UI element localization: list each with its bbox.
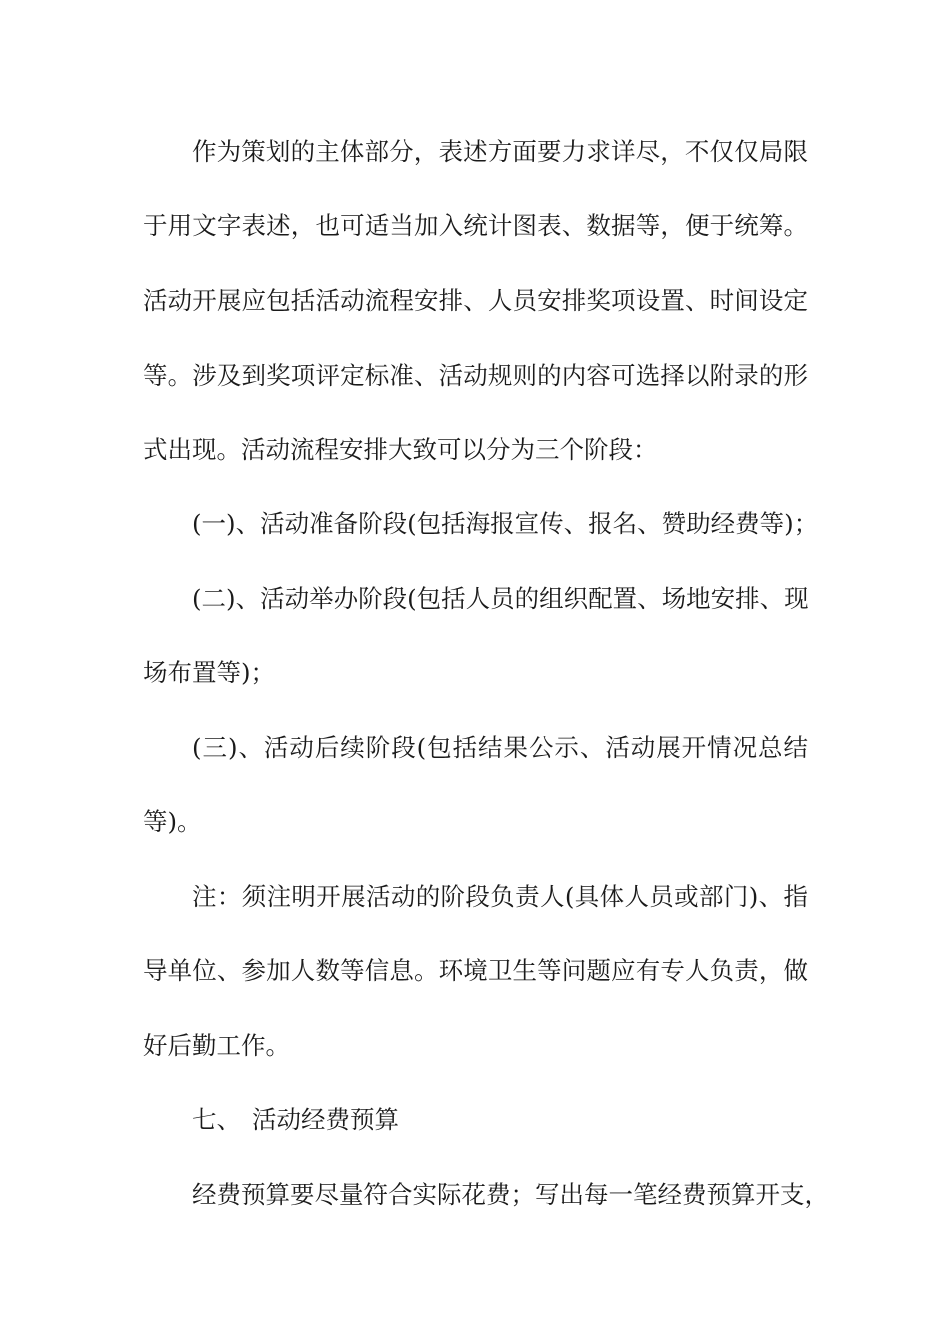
note-line: 好后勤工作。: [143, 1031, 290, 1060]
list-item-stage-2: (二)、活动举办阶段(包括人员的组织配置、场地安排、现: [192, 584, 809, 613]
list-item-stage-3-continued: 等)。: [143, 807, 202, 836]
paragraph-line: 等。涉及到奖项评定标准、活动规则的内容可选择以附录的形: [143, 361, 808, 390]
section-heading-number: 七、: [192, 1105, 241, 1134]
list-item-stage-1: (一)、活动准备阶段(包括海报宣传、报名、赞助经费等)；: [192, 509, 819, 538]
section-heading: [192, 1105, 808, 1135]
paragraph-line: 经费预算要尽量符合实际花费；写出每一笔经费预算开支，: [192, 1180, 829, 1209]
note-line: 导单位、参加人数等信息。环境卫生等问题应有专人负责，做: [143, 956, 808, 985]
paragraph-line: 活动开展应包括活动流程安排、人员安排奖项设置、时间设定: [143, 286, 808, 315]
section-heading-title: 活动经费预算: [252, 1105, 399, 1134]
note-line: 注：须注明开展活动的阶段负责人(具体人员或部门)、指: [192, 882, 808, 911]
paragraph-line: 于用文字表述，也可适当加入统计图表、数据等，便于统筹。: [143, 211, 808, 240]
paragraph-line: 式出现。活动流程安排大致可以分为三个阶段：: [143, 435, 658, 464]
paragraph-line: 作为策划的主体部分，表述方面要力求详尽，不仅仅局限: [192, 137, 808, 166]
list-item-stage-3: (三)、活动后续阶段(包括结果公示、活动展开情况总结: [192, 733, 808, 762]
list-item-stage-2-continued: 场布置等)；: [143, 658, 276, 687]
